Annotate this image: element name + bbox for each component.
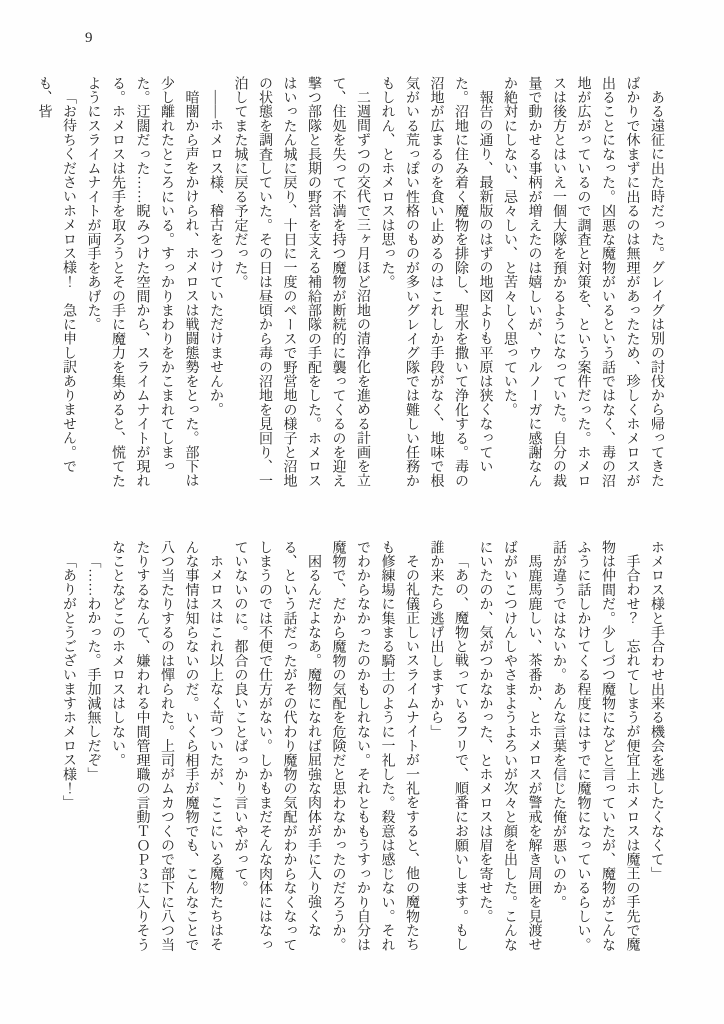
lower-text-block xyxy=(56,540,669,965)
paragraph: 二週間ずつの交代で三ヶ月ほど沼地の清浄化を進める計画を立て、住処を失って不満を持つ魔物が断続的に襲ってくるのを迎え撃つ部隊と長期の野営を支える補給部隊の手配をした。ホメロスはいったん城に戻り、十日に一度のペースで野営地の様子と沼地の状態を調査していた。その日は昼頃から毒の沼地を見回り、一泊してまた城に戻る予定だった。 xyxy=(232,76,370,488)
paragraph: 「お待ちくださいホメロス様！ 急に申し訳ありません。でも、皆 xyxy=(36,76,76,474)
paragraph: ある遠征に出た時だった。グレイグは別の討伐から帰ってきたばかりで休まずに出るのは無理があったため、珍しくホメロスが出ることになった。凶悪な魔物がいるという話ではなく、毒の沼地が広がっているので調査と対策を、という案件だった。ホメロスは後方とはいえ一個大隊を預かるようになっていた。自分の裁量で動かせる事柄が増えたのは嬉しいが、ウルノーガに感謝なんか絶対にしない、忌々しい、と苦々しく思っていた。 xyxy=(502,76,664,488)
paragraph: 「ありがとうございますホメロス様！」 xyxy=(61,554,76,810)
upper-text-block xyxy=(31,76,668,501)
paragraph: 暗闇から声をかけられ、ホメロスは戦闘態勢をとった。部下は少し離れたところにいる。すっかりまわりをかこまれてしまった。迂闊だった……睨みつけた空間から、スライムナイトが現れる。ホメロスは先手を取ろうとその手に魔力を集めると、慌てたようにスライムナイトが両手をあげた。 xyxy=(85,76,199,488)
paragraph: ――ホメロス様、稽古をつけていただけませんか。 xyxy=(208,90,223,417)
paragraph: 報告の通り、最新版のはずの地図よりも平原は狭くなっていた。沼地に住み着く魔物を排除し、聖水を撒いて浄化する。毒の沼地が広まるのを食い止めるのはこれしか手段がなく、地味で根気がいる荒っぽい性格のものが多いグレイグ隊では難しい任務かもしれん、とホメロスは思った。 xyxy=(379,76,493,488)
paragraph: 馬鹿馬鹿しい、茶番か、とホメロスが警戒を解き周囲を見渡せばがいこつけんしやさまようよろいが次々と顔を出した。こんなにいたのか、気がつかなかった、とホメロスは眉を寄せた。 xyxy=(477,540,542,952)
paragraph: その礼儀正しいスライムナイトが一礼をすると、他の魔物たちも修練場に集まる騎士のように一礼した。殺意は感じない。それでわからなかったのかもしれない。それとももうすっかり自分は魔物で、だから魔物の気配を危険だと思わなかったのだろうか。 xyxy=(330,540,419,952)
paragraph: 手合わせ？ 忘れてしまうが便宜上ホメロスは魔王の手先で魔物は仲間だ。少しづつ魔物になどと言っていたが、魔物がこんなふうに話しかけてくる程度にはすでに魔物になっているらしい。話が違うではないか。あんな言葉を信じた俺が悪いのか。 xyxy=(551,540,640,952)
paragraph: ホメロス様と手合わせ出来る機会を逃したくなくて」 xyxy=(649,540,664,881)
paragraph: 「……わかった。手加減無しだぞ」 xyxy=(85,554,101,782)
paragraph: ホメロスはこれ以上なく苛ついたが、ここにいる魔物たちはそんな事情は知らないのだ。いくら相手が魔物でも、こんなことで八つ当たりするのは憚られた。上司がムカつくので部下に八つ当たりするなんて、嫌われる中間管理職の言動ＴＯＰ３に入りそうなことなどこのホメロスはしない。 xyxy=(110,540,223,952)
paragraph: 困るんだよなあ。魔物になれば屈強な肉体が手に入り強くなる、という話だったがその代わり魔物の気配がわからなくなってしまうのでは不便で仕方がない。しかもまだそんな肉体にはなっていないのに。都合の良いことばっかり言いやがって。 xyxy=(232,540,321,952)
paragraph: 「あの、魔物と戦っているフリで、順番にお願いします。もし誰か来たら逃げ出しますから」 xyxy=(428,540,468,952)
page-number: 9 xyxy=(85,30,93,46)
